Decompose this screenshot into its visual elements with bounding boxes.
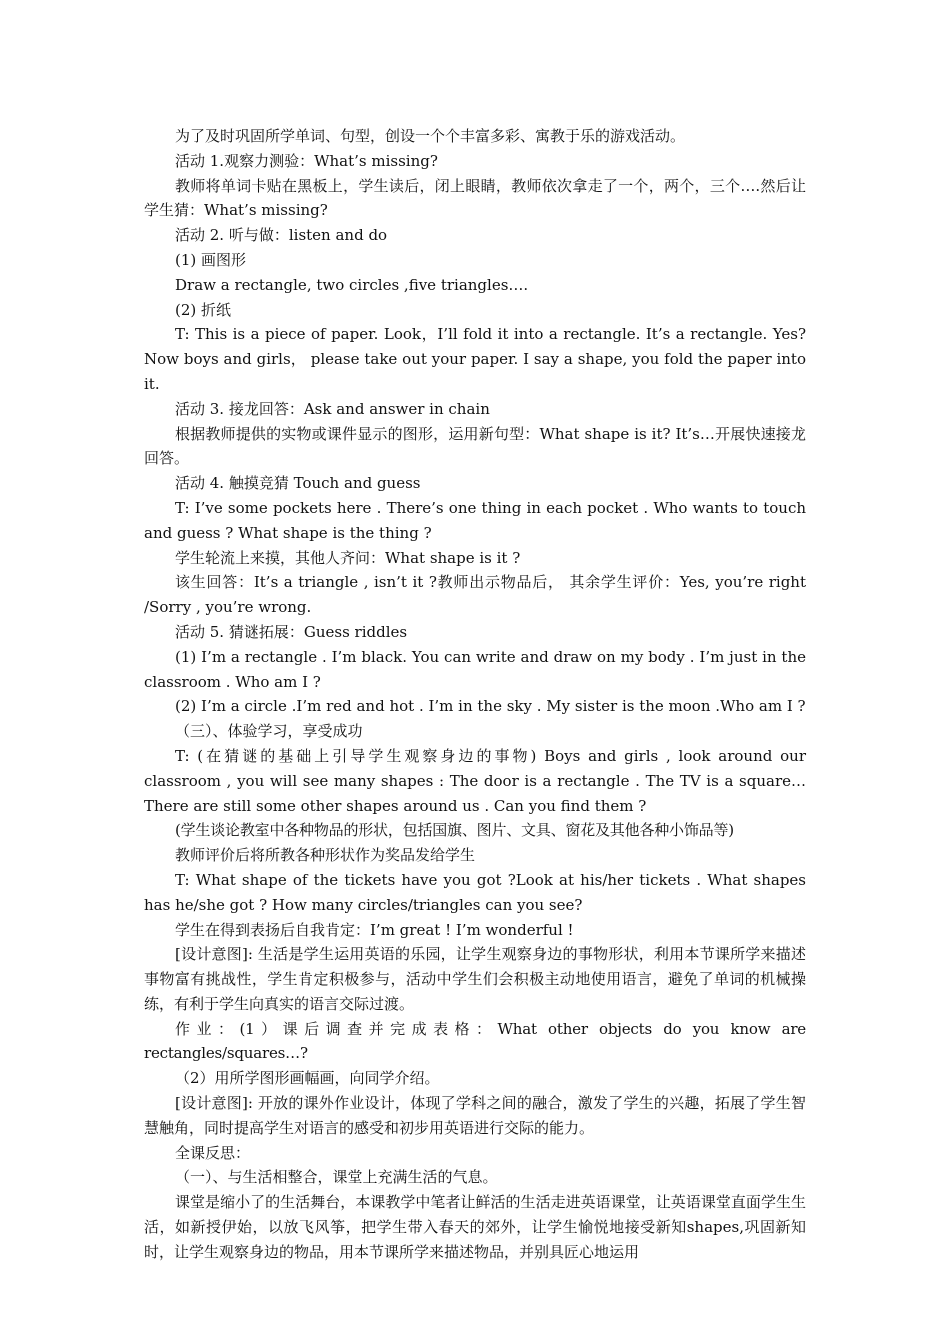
paragraph-activity-2-step-1-text: Draw a rectangle, two circles ,five triangles…. bbox=[175, 275, 529, 294]
paragraph-homework-2: （2）用所学图形画幅画，向同学介绍。 bbox=[175, 1069, 440, 1088]
paragraph-section-3-heading: （三）、体验学习，享受成功 bbox=[175, 722, 363, 741]
paragraph-riddle-2: (2) I’m a circle .I’m red and hot . I’m in the sky . My sister is the moon .Who am I ? bbox=[175, 697, 806, 716]
paragraph-activity-4-students: 学生轮流上来摸，其他人齐问：What shape is it ? bbox=[175, 548, 521, 567]
document-page bbox=[144, 124, 806, 1265]
paragraph-activity-5-title: 活动 5. 猜谜拓展：Guess riddles bbox=[175, 622, 408, 641]
paragraph-homework-1: 作业：(1）课后调查并完成表格：What other objects do you know are rectangles/squares…? bbox=[144, 1019, 806, 1063]
paragraph-activity-1-desc: 教师将单词卡贴在黑板上，学生读后，闭上眼睛，教师依次拿走了一个，两个，三个….然后让学生猜：What’s missing? bbox=[144, 176, 806, 220]
paragraph-activity-4-title: 活动 4. 触摸竞猜 Touch and guess bbox=[175, 474, 421, 493]
paragraph-intro: 为了及时巩固所学单词、句型，创设一个个丰富多彩、寓教于乐的游戏活动。 bbox=[175, 127, 686, 145]
paragraph-activity-2-step-2: (2) 折纸 bbox=[175, 300, 232, 319]
paragraph-activity-4-teacher: T: I’ve some pockets here . There’s one thing in each pocket . Who wants to touch and guess ? What shape is the thing ? bbox=[144, 498, 806, 542]
paragraph-reflection-title: 全课反思： bbox=[175, 1143, 251, 1162]
paragraph-section-3-praise: 学生在得到表扬后自我肯定：I’m great ! I’m wonderful ! bbox=[175, 920, 574, 939]
paragraph-reflection-heading-1: （一）、与生活相整合，课堂上充满生活的气息。 bbox=[175, 1168, 498, 1187]
paragraph-reflection-body-1: 课堂是缩小了的生活舞台，本课教学中笔者让鲜活的生活走进英语课堂，让英语课堂直面学生生活，如新授伊始，以放飞风筝，把学生带入春天的郊外，让学生愉悦地接受新知shapes,巩固新知时，让学生观察身边的物品，用本节课所学来描述物品，并别具匠心地运用 bbox=[144, 1193, 806, 1261]
paragraph-activity-2-step-1: (1) 画图形 bbox=[175, 250, 247, 269]
paragraph-activity-3-title: 活动 3. 接龙回答：Ask and answer in chain bbox=[175, 399, 490, 418]
paragraph-activity-2-title: 活动 2. 听与做：listen and do bbox=[175, 226, 388, 245]
paragraph-design-intent-2: [设计意图]: 开放的课外作业设计，体现了学科之间的融合，激发了学生的兴趣，拓展了学生智慧触角，同时提高学生对语言的感受和初步用英语进行交际的能力。 bbox=[144, 1094, 806, 1137]
paragraph-design-intent-1: [设计意图]: 生活是学生运用英语的乐园，让学生观察身边的事物形状，利用本节课所学来描述事物富有挑战性，学生肯定积极参与，活动中学生们会积极主动地使用语言，避免了单词的机械操练，有利于学生向真实的语言交际过渡。 bbox=[144, 945, 806, 1013]
paragraph-activity-4-answer: 该生回答：It’s a triangle , isn’t it ?教师出示物品后， 其余学生评价：Yes, you’re right /Sorry , you’re wrong. bbox=[144, 573, 806, 617]
paragraph-activity-1-title: 活动 1.观察力测验：What’s missing? bbox=[175, 151, 438, 170]
paragraph-activity-2-step-2-text: T: This is a piece of paper. Look，I’ll fold it into a rectangle. It’s a rectangle. Yes? Now boys and girls， please take out your paper. I say a shape, you fold the paper into it. bbox=[144, 325, 806, 393]
paragraph-section-3-tickets: T: What shape of the tickets have you got ?Look at his/her tickets . What shapes has he/she got ? How many circles/triangles can you see? bbox=[144, 870, 806, 914]
paragraph-section-3-teacher: T: (在猜谜的基础上引导学生观察身边的事物) Boys and girls , look around our classroom , you will see many shapes : The door is a rectangle . The TV is a square… There are still some other shapes around us . Can you find them ? bbox=[144, 746, 806, 815]
paragraph-riddle-1: (1) I’m a rectangle . I’m black. You can write and draw on my body . I’m just in the classroom . Who am I ? bbox=[144, 647, 806, 691]
paragraph-activity-3-desc: 根据教师提供的实物或课件显示的图形，运用新句型：What shape is it? It’s…开展快速接龙回答。 bbox=[144, 424, 806, 468]
paragraph-section-3-discussion: (学生谈论教室中各种物品的形状，包括国旗、图片、文具、窗花及其他各种小饰品等) bbox=[175, 821, 734, 840]
paragraph-section-3-reward: 教师评价后将所教各种形状作为奖品发给学生 bbox=[175, 846, 476, 865]
